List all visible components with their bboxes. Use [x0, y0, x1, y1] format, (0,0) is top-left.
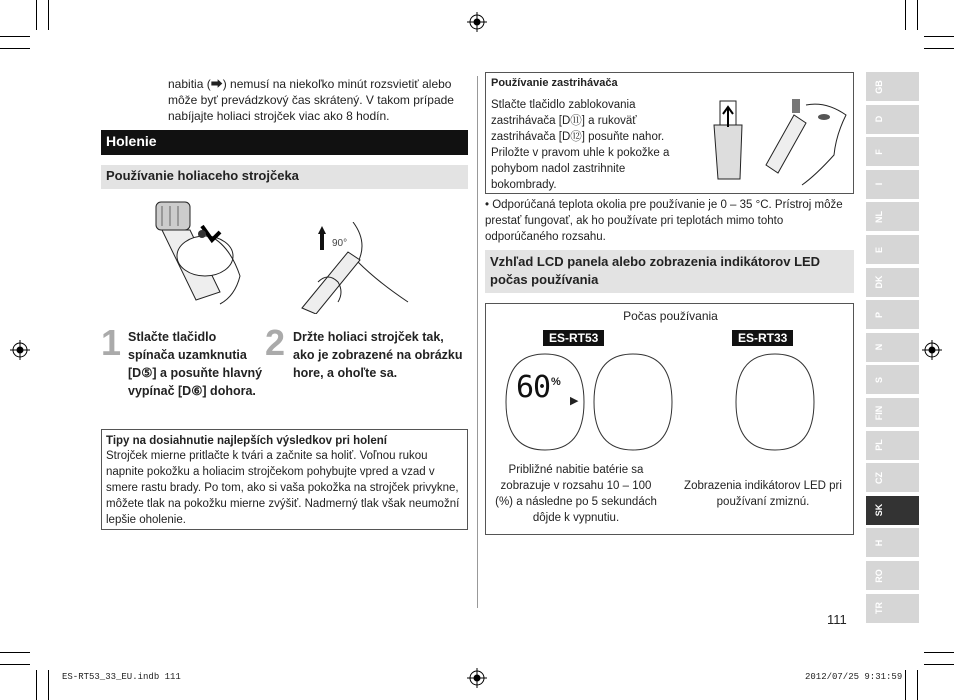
- language-tab-s[interactable]: [866, 365, 919, 394]
- tips-title: Tipy na dosiahnutie najlepších výsledkov pri holení: [106, 435, 387, 447]
- crop-mark: [0, 652, 30, 653]
- language-tab-d[interactable]: [866, 105, 919, 134]
- crop-mark: [48, 0, 49, 30]
- caption-rt53: Približné nabitie batérie sa zobrazuje v rozsahu 10 – 100 (%) a následne po 5 sekundách dôjde k vypnutiu.: [495, 464, 657, 524]
- step-text: Držte holiaci strojček tak, ako je zobrazené na obrázku hore, a ohoľte sa.: [293, 330, 463, 380]
- language-tab-f[interactable]: [866, 137, 919, 166]
- step-number: 1: [101, 322, 122, 363]
- language-tab-label: N: [874, 344, 884, 351]
- language-tab-h[interactable]: [866, 528, 919, 557]
- registration-mark-icon: [467, 12, 487, 32]
- crop-mark: [0, 664, 30, 665]
- crop-mark: [924, 652, 954, 653]
- section-title: Holenie: [101, 130, 468, 155]
- trimmer-box: [485, 72, 854, 194]
- lcd-unit: %: [551, 376, 561, 388]
- language-tab-label: FIN: [874, 405, 884, 420]
- language-tab-label: PL: [874, 439, 884, 451]
- footer-left: ES-RT53_33_EU.indb 111: [62, 672, 181, 682]
- caption-rt33: Zobrazenia indikátorov LED pri používaní zmiznú.: [684, 480, 842, 508]
- crop-mark: [924, 664, 954, 665]
- language-tab-p[interactable]: [866, 300, 919, 329]
- language-tab-cz[interactable]: [866, 463, 919, 492]
- crop-mark: [48, 670, 49, 700]
- crop-mark: [36, 670, 37, 700]
- language-tab-label: GB: [874, 79, 884, 94]
- step-number: 2: [265, 322, 286, 363]
- crop-mark: [36, 0, 37, 30]
- language-tab-fin[interactable]: [866, 398, 919, 427]
- page-number: 111: [827, 612, 847, 627]
- crop-mark: [0, 36, 30, 37]
- language-tab-label: RO: [874, 568, 884, 583]
- lcd-value: 60: [516, 370, 551, 405]
- language-tab-n[interactable]: [866, 333, 919, 362]
- lcd-box: [485, 303, 854, 535]
- language-tab-e[interactable]: [866, 235, 919, 264]
- trimmer-illustration: [706, 95, 851, 191]
- temperature-note: • Odporúčaná teplota okolia pre používanie je 0 – 35 °C. Prístroj môže prestať fungovať, ak ho používate pri teplotách mimo tohto odporúčaného rozsahu.: [485, 199, 843, 243]
- language-tab-label: P: [874, 311, 884, 318]
- language-tab-i[interactable]: [866, 170, 919, 199]
- step-text: Stlačte tlačidlo spínača uzamknutia [D⑤] a posuňte hlavný vypínač [D⑥] dohora.: [128, 330, 263, 398]
- language-tab-label: SK: [874, 504, 884, 517]
- language-tab-tr[interactable]: [866, 594, 919, 623]
- crop-mark: [924, 36, 954, 37]
- language-tab-label: D: [874, 115, 884, 123]
- language-tab-label: E: [874, 246, 884, 253]
- model-badge-rt53: ES-RT53: [543, 330, 604, 346]
- language-tab-label: CZ: [874, 471, 884, 484]
- arrow-right-icon: ▶: [570, 395, 579, 407]
- language-tab-ro[interactable]: [866, 561, 919, 590]
- registration-mark-icon: [467, 668, 487, 688]
- crop-mark: [905, 670, 906, 700]
- crop-mark: [917, 0, 918, 30]
- language-tab-pl[interactable]: [866, 431, 919, 460]
- language-tab-label: H: [874, 539, 884, 547]
- shaver-hand-illustration: [150, 196, 250, 308]
- language-tab-nl[interactable]: [866, 202, 919, 231]
- language-tab-label: F: [874, 148, 884, 155]
- intro-paragraph: nabitia (⮕) nemusí na niekoľko minút rozsvietiť alebo môže byť prevádzkový čas skrátený. V takom prípade nabíjajte holiaci strojček viac ako 8 hodín.: [168, 77, 454, 123]
- model-badge-rt33: ES-RT33: [732, 330, 793, 346]
- column-divider: [477, 76, 478, 608]
- language-tab-dk[interactable]: [866, 268, 919, 297]
- lcd-display-off: [592, 352, 674, 452]
- language-tab-label: S: [874, 376, 884, 383]
- language-tab-sk[interactable]: [866, 496, 919, 525]
- lcd-section-title: Vzhľad LCD panela alebo zobrazenia indikátorov LED počas používania: [485, 250, 854, 293]
- subsection-title: Používanie holiaceho strojčeka: [101, 165, 468, 189]
- registration-mark-icon: [10, 340, 30, 360]
- shaving-face-illustration: [298, 222, 418, 314]
- crop-mark: [0, 48, 30, 49]
- language-tab-label: DK: [874, 275, 884, 289]
- language-tab-label: TR: [874, 602, 884, 615]
- registration-mark-icon: [922, 340, 942, 360]
- crop-mark: [924, 48, 954, 49]
- crop-mark: [905, 0, 906, 30]
- footer-right: 2012/07/25 9:31:59: [805, 672, 903, 682]
- crop-mark: [917, 670, 918, 700]
- led-display-rt33: [734, 352, 816, 452]
- language-tab-label: NL: [874, 210, 884, 223]
- angle-label: 90°: [332, 238, 348, 249]
- tips-box: [101, 429, 468, 530]
- trimmer-body: Stlačte tlačidlo zablokovania zastrihávača [D⑪] a rukoväť zastrihávača [D⑫] posuňte nahor. Priložte v pravom uhle k pokožke a pohybom nadol zastrihnite bokombrady.: [491, 99, 670, 191]
- trimmer-title: Používanie zastrihávača: [491, 77, 618, 89]
- lcd-header: Počas používania: [623, 309, 718, 323]
- language-tab-label: I: [874, 183, 884, 186]
- tips-body: Strojček mierne pritlačte k tvári a začnite sa holiť. Voľnou rukou napnite pokožku a holiacim strojčekom pohybujte vpred a vzad v smere rastu brady. Po tom, ako si vaša pokožka na strojček privykne, môžete tlak na pokožku mierne zvýšiť. Nadmerný tlak však neumožní lepšie oholenie.: [106, 450, 460, 526]
- language-tab-gb[interactable]: [866, 72, 919, 101]
